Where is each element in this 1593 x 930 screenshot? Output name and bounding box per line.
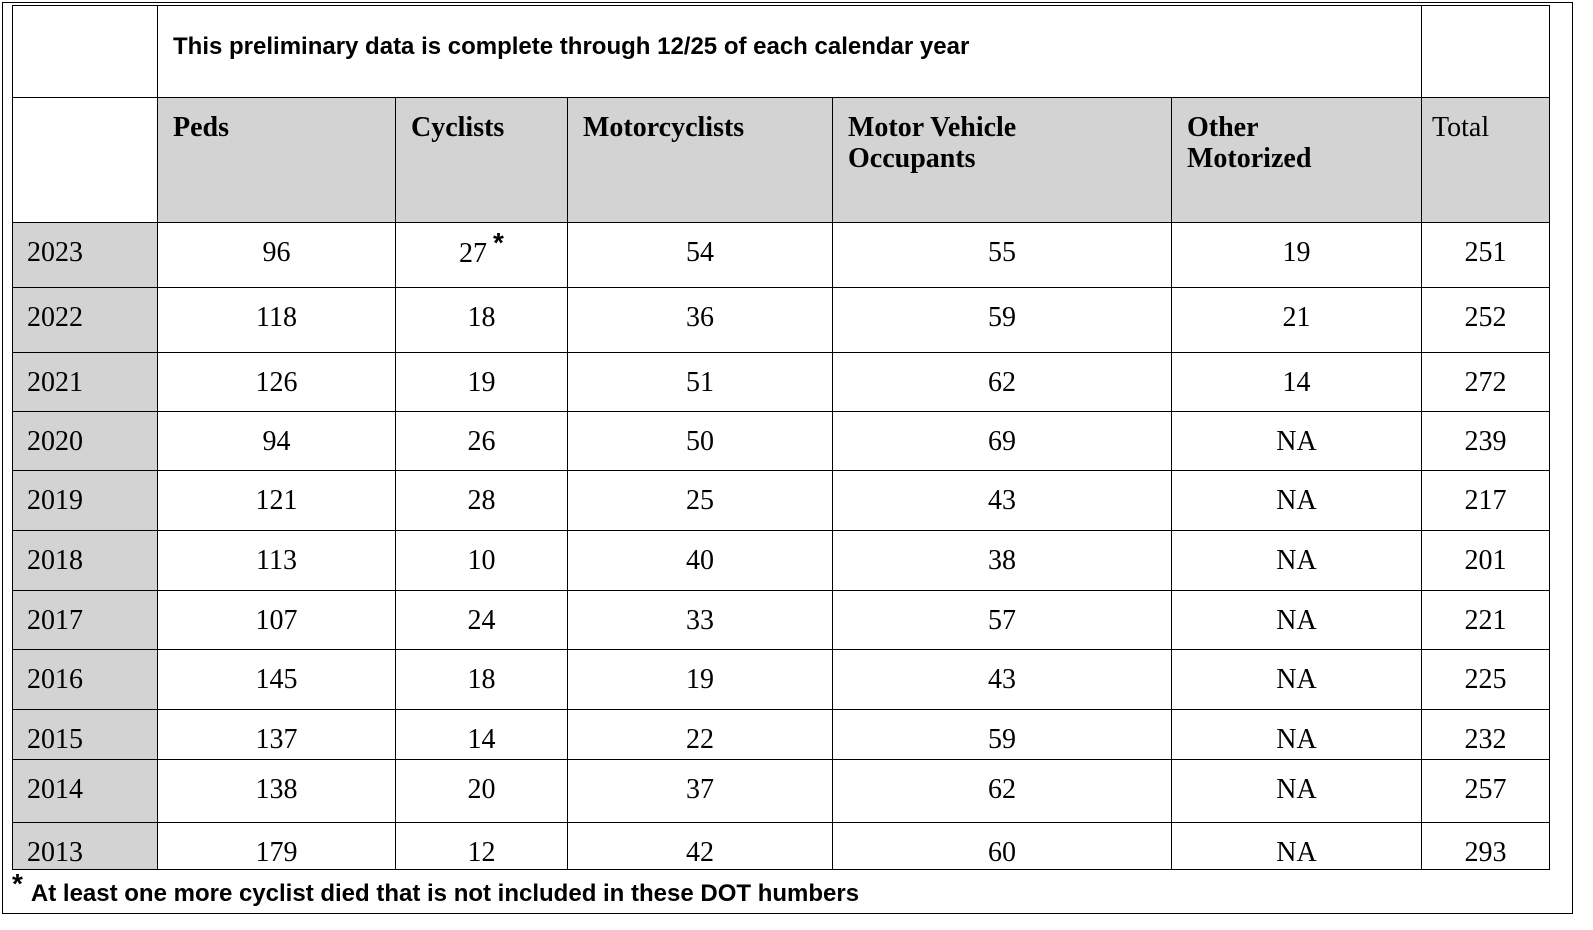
cell-value: NA <box>1276 837 1317 868</box>
year-cell: 2023 <box>13 223 158 288</box>
year-cell: 2014 <box>13 760 158 823</box>
cell-value: 43 <box>988 485 1016 516</box>
footnote <box>12 868 860 908</box>
cell-value: 10 <box>467 545 496 576</box>
cell-value: 113 <box>256 545 297 576</box>
cell-motorcyclists <box>568 412 833 471</box>
cell-total <box>1422 288 1550 353</box>
cell-peds <box>158 412 396 471</box>
cell-total <box>1422 412 1550 471</box>
cell-motorcyclists <box>568 223 833 288</box>
cell-cyclists <box>396 531 568 591</box>
cell-motorcyclists <box>568 710 833 760</box>
cell-value: 217 <box>1464 485 1507 516</box>
cell-value: 36 <box>686 302 714 333</box>
table-row <box>13 288 1550 353</box>
cell-peds <box>158 471 396 531</box>
cell-other <box>1172 531 1422 591</box>
cell-value: 27 <box>459 238 488 269</box>
year-header-cell <box>13 98 158 223</box>
cell-peds <box>158 223 396 288</box>
cell-value: NA <box>1276 664 1317 695</box>
cell-value: 19 <box>686 664 714 695</box>
table-row <box>13 710 1550 760</box>
year-cell: 2019 <box>13 471 158 531</box>
cell-value: 221 <box>1464 605 1507 636</box>
cell-value: 257 <box>1464 774 1507 805</box>
column-header-other-motorized <box>1172 98 1422 223</box>
cell-mvo <box>833 591 1172 650</box>
column-header-total: Total <box>1422 98 1550 223</box>
cell-value: 107 <box>255 605 298 636</box>
cell-value: 59 <box>988 724 1016 755</box>
header-line: Motor Vehicle <box>848 112 1017 143</box>
cell-total <box>1422 471 1550 531</box>
cell-value: 26 <box>467 426 496 457</box>
column-header-peds: Peds <box>158 98 396 223</box>
cell-total <box>1422 353 1550 412</box>
year-cell: 2017 <box>13 591 158 650</box>
cell-cyclists <box>396 471 568 531</box>
table-row <box>13 353 1550 412</box>
cell-motorcyclists <box>568 531 833 591</box>
cell-other <box>1172 823 1422 870</box>
cell-peds <box>158 760 396 823</box>
cell-value: 69 <box>988 426 1016 457</box>
cell-value: 51 <box>686 367 714 398</box>
cell-value: 272 <box>1464 367 1507 398</box>
cell-mvo <box>833 823 1172 870</box>
table-row <box>13 760 1550 823</box>
cell-peds <box>158 353 396 412</box>
cell-mvo <box>833 288 1172 353</box>
year-cell: 2020 <box>13 412 158 471</box>
cell-peds <box>158 531 396 591</box>
cell-value: 25 <box>686 485 714 516</box>
cell-mvo <box>833 412 1172 471</box>
cell-value: 14 <box>467 724 496 755</box>
table-row <box>13 531 1550 591</box>
cell-value: 19 <box>467 367 496 398</box>
cell-value: 54 <box>686 237 714 268</box>
year-cell: 2013 <box>13 823 158 870</box>
cell-value: 22 <box>686 724 714 755</box>
cell-value: 94 <box>262 426 291 457</box>
cell-value: 20 <box>467 774 496 805</box>
cell-other <box>1172 412 1422 471</box>
cell-other <box>1172 591 1422 650</box>
note-row <box>13 6 1550 98</box>
cell-value: 293 <box>1464 837 1507 868</box>
cell-value: 239 <box>1464 426 1507 457</box>
cell-value: 28 <box>467 485 496 516</box>
cell-peds <box>158 823 396 870</box>
cell-value: 43 <box>988 664 1016 695</box>
cell-mvo <box>833 223 1172 288</box>
cell-value: 96 <box>262 237 291 268</box>
cell-motorcyclists <box>568 760 833 823</box>
table-row <box>13 823 1550 870</box>
cell-value: 38 <box>988 545 1016 576</box>
column-header-cyclists: Cyclists <box>396 98 568 223</box>
cell-other <box>1172 353 1422 412</box>
cell-value: 179 <box>255 837 298 868</box>
cell-total <box>1422 710 1550 760</box>
cell-value: 251 <box>1464 237 1507 268</box>
cell-motorcyclists <box>568 823 833 870</box>
cell-value: NA <box>1276 724 1317 755</box>
cell-value: 18 <box>467 664 496 695</box>
cell-mvo <box>833 710 1172 760</box>
column-header-motorcyclists: Motorcyclists <box>568 98 833 223</box>
cell-peds <box>158 591 396 650</box>
cell-value: 59 <box>988 302 1016 333</box>
cell-mvo <box>833 650 1172 710</box>
cell-other <box>1172 760 1422 823</box>
cell-value: 201 <box>1464 545 1507 576</box>
table-row <box>13 412 1550 471</box>
cell-cyclists <box>396 710 568 760</box>
cell-value: 21 <box>1282 302 1311 333</box>
cell-value: 19 <box>1282 237 1311 268</box>
year-cell: 2022 <box>13 288 158 353</box>
cell-mvo <box>833 760 1172 823</box>
cell-cyclists <box>396 823 568 870</box>
year-cell: 2016 <box>13 650 158 710</box>
header-line: Occupants <box>848 143 976 174</box>
cell-value: 50 <box>686 426 714 457</box>
cell-cyclists <box>396 353 568 412</box>
cell-value: 12 <box>467 837 496 868</box>
cell-value: 60 <box>988 837 1016 868</box>
cell-motorcyclists <box>568 353 833 412</box>
cell-value: 42 <box>686 837 714 868</box>
cell-cyclists <box>396 223 568 288</box>
cell-value: 121 <box>255 485 298 516</box>
cell-cyclists <box>396 760 568 823</box>
cell-value: 118 <box>256 302 297 333</box>
header-line: Other <box>1187 112 1259 143</box>
year-cell: 2018 <box>13 531 158 591</box>
cell-value: 57 <box>988 605 1016 636</box>
cell-mvo <box>833 471 1172 531</box>
cell-total <box>1422 760 1550 823</box>
cell-other <box>1172 223 1422 288</box>
cell-value: 24 <box>467 605 496 636</box>
cell-other <box>1172 288 1422 353</box>
corner-cell <box>13 6 158 98</box>
cell-value: NA <box>1276 545 1317 576</box>
table-row <box>13 650 1550 710</box>
cell-value: 18 <box>467 302 496 333</box>
cell-total <box>1422 223 1550 288</box>
footnote-asterisk: * <box>12 868 23 899</box>
cell-value: 62 <box>988 367 1016 398</box>
cell-value: 252 <box>1464 302 1507 333</box>
data-note: This preliminary data is complete through 12/25 of each calendar year <box>158 6 1422 98</box>
cell-value: 55 <box>988 237 1016 268</box>
year-cell: 2015 <box>13 710 158 760</box>
cell-peds <box>158 288 396 353</box>
asterisk-marker: * <box>493 227 504 258</box>
cell-value: 33 <box>686 605 714 636</box>
cell-value: NA <box>1276 485 1317 516</box>
cell-motorcyclists <box>568 288 833 353</box>
cell-motorcyclists <box>568 471 833 531</box>
cell-value: NA <box>1276 426 1317 457</box>
column-header-motor-vehicle-occupants <box>833 98 1172 223</box>
cell-peds <box>158 710 396 760</box>
cell-other <box>1172 471 1422 531</box>
cell-value: 138 <box>255 774 298 805</box>
cell-value: NA <box>1276 774 1317 805</box>
year-cell: 2021 <box>13 353 158 412</box>
cell-mvo <box>833 353 1172 412</box>
fatalities-table <box>12 5 1550 870</box>
cell-value: 145 <box>255 664 298 695</box>
cell-value: 225 <box>1464 664 1507 695</box>
cell-mvo <box>833 531 1172 591</box>
cell-value: 126 <box>255 367 298 398</box>
table-row <box>13 223 1550 288</box>
cell-value: 232 <box>1464 724 1507 755</box>
cell-cyclists <box>396 650 568 710</box>
cell-other <box>1172 710 1422 760</box>
footnote-text: At least one more cyclist died that is not included in these DOT humbers <box>30 880 860 907</box>
cell-motorcyclists <box>568 650 833 710</box>
header-row <box>13 98 1550 223</box>
cell-other <box>1172 650 1422 710</box>
cell-total <box>1422 591 1550 650</box>
cell-cyclists <box>396 288 568 353</box>
cell-cyclists <box>396 591 568 650</box>
cell-value: 37 <box>686 774 714 805</box>
table-row <box>13 591 1550 650</box>
cell-motorcyclists <box>568 591 833 650</box>
table-row <box>13 471 1550 531</box>
cell-total <box>1422 650 1550 710</box>
cell-value: NA <box>1276 605 1317 636</box>
cell-total <box>1422 823 1550 870</box>
cell-cyclists <box>396 412 568 471</box>
cell-value: 137 <box>255 724 298 755</box>
cell-peds <box>158 650 396 710</box>
cell-total <box>1422 531 1550 591</box>
cell-value: 40 <box>686 545 714 576</box>
cell-value: 62 <box>988 774 1016 805</box>
cell-value: 14 <box>1282 367 1311 398</box>
note-right-cell <box>1422 6 1550 98</box>
header-line: Motorized <box>1187 143 1312 174</box>
